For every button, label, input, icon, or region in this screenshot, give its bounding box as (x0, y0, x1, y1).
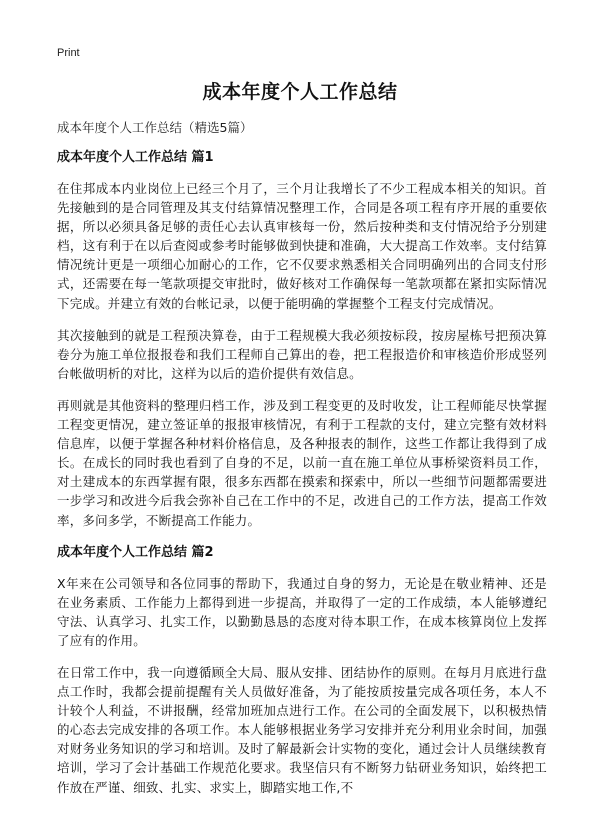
document-title: 成本年度个人工作总结 (202, 81, 398, 103)
document-subtitle: 成本年度个人工作总结（精选5篇） (57, 120, 253, 135)
paragraph: 其次接触到的就是工程预决算卷，由于工程规模大我必须按标段，按房屋栋号把预决算卷分为施工单位报报卷和我们工程师自己算出的卷，把工程报造价和审核造价形成竖列台帐做明析的对比，这样为以后的造价提供有效信息。 (57, 327, 547, 381)
section-2 (57, 543, 547, 797)
section-heading: 成本年度个人工作总结 篇2 (57, 544, 214, 560)
paragraph: 在日常工作中，我一向遵循顾全大局、服从安排、团结协作的原则。在每月月底进行盘点工作时，我都会提前提醒有关人员做好准备，为了能按质按量完成各项任务，本人不计较个人利益，不讲报酬，经常加班加点进行工作。在公司的全面发展下，以积极热情的心态去完成安排的各项工作。本人能够根据业务学习安排并充分利用业余时间，加强对财务业务知识的学习和培训。及时了解最新会计实物的变化，通过会计人员继续教育培训，学习了会计基础工作规范化要求。我坚信只有不断努力钻研业务知识，始终把工作放在严谨、细致、扎实、求实上，脚踏实地工作,不 (57, 664, 547, 795)
paragraph: 再则就是其他资料的整理归档工作，涉及到工程变更的及时收发，让工程师能尽快掌握工程变更情况，建立签证单的报报审核情况，有利于工程款的支付，建立完整有效材料信息库，以便于掌握各种材料价格信息，及各种报表的制作，这些工作都让我得到了成长。在成长的同时我也看到了自身的不足，以前一直在施工单位从事桥梁资料员工作，对土建成本的东西掌握有限，很多东西都在摸索和探索中，所以一些细节问题都需要进一步学习和改进今后我会弥补自己在工作中的不足，改进自己的工作方法，提高工作效率，多问多学，不断提高工作能力。 (57, 397, 547, 528)
section-heading: 成本年度个人工作总结 篇1 (57, 150, 214, 165)
paragraph: X年来在公司领导和各位同事的帮助下，我通过自身的努力，无论是在敬业精神、还是在业务素质、工作能力上都得到进一步提高，并取得了一定的工作成绩，本人能够遵纪守法、认真学习、扎实工作，以勤勤恳恳的态度对待本职工作，在成本核算岗位上发挥了应有的作用。 (57, 575, 547, 648)
paragraph: 在住邦成本内业岗位上已经三个月了，三个月让我增长了不少工程成本相关的知识。首先接触到的是合同管理及其支付结算情况整理工作，合同是各项工程有序开展的重要依据，所以必须具备足够的责任心去认真审核每一份，然后按种类和支付情况给予分别建档，这有利于在以后查阅或参考时能够做到快捷和准确，大大提高工作效率。支付结算情况统计更是一项细心加耐心的工作，它不仅要求熟悉相关合同明确列出的合同支付形式，还需要在每一笔款项提交审批时，做好核对工作确保每一笔款项都在紧扣实际情况下完成。并建立有效的台帐记录，以便于能明确的掌握整个工程支付完成情况。 (57, 181, 547, 311)
document-content (57, 148, 547, 810)
print-link[interactable]: Print (57, 47, 80, 59)
section-1 (57, 148, 547, 530)
